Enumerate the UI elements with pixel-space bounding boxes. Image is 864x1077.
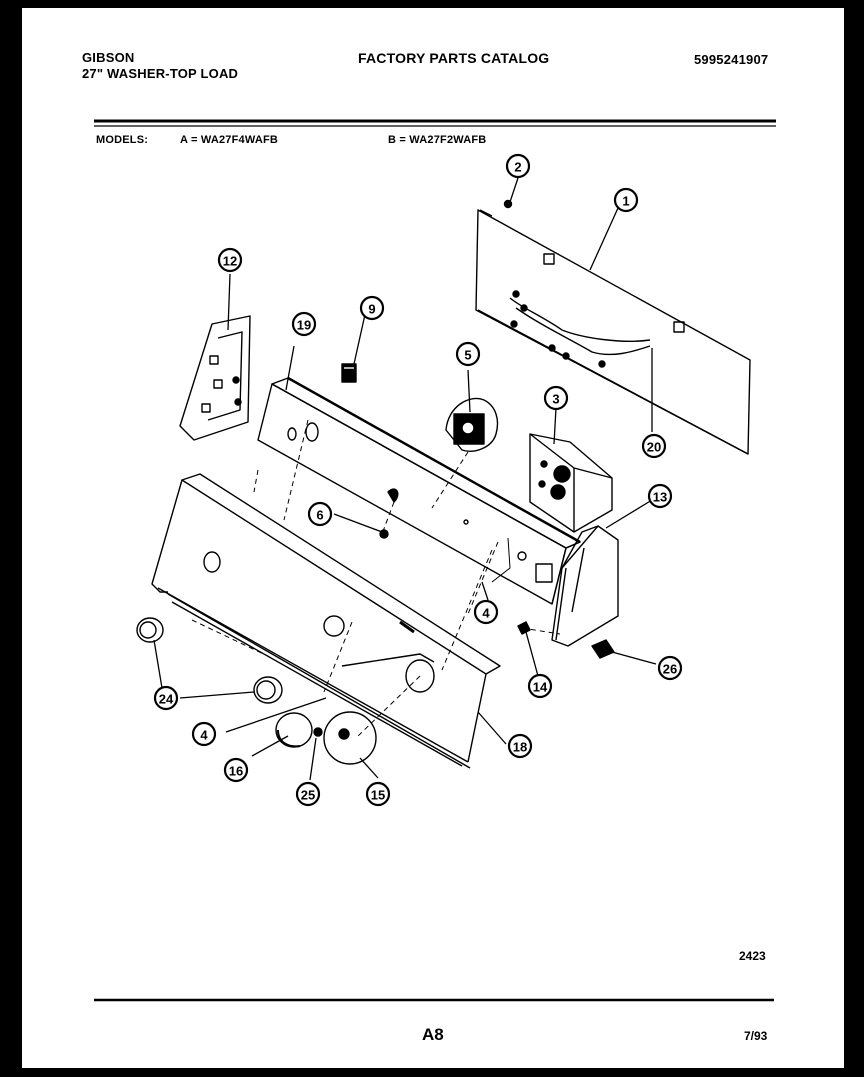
callout-18: [509, 735, 531, 757]
callout-2: [507, 155, 529, 177]
callout-24: [155, 687, 177, 709]
svg-text:15: 15: [370, 787, 386, 803]
svg-text:16: 16: [228, 763, 244, 779]
catalog-page: [22, 8, 844, 1068]
control-panel-part: [258, 378, 580, 604]
catalog-title: FACTORY PARTS CATALOG: [358, 50, 550, 66]
leader-line-4a: [492, 538, 510, 582]
svg-text:1: 1: [622, 193, 630, 209]
timer-part-5: [446, 398, 498, 451]
knob-part-16: [276, 713, 312, 747]
switch-part-9: [342, 364, 356, 382]
exploded-parts-diagram: [22, 8, 844, 1068]
svg-text:19: 19: [296, 317, 312, 333]
control-bracket-part: [180, 316, 250, 440]
svg-text:14: 14: [532, 679, 548, 695]
models-label: MODELS:: [96, 134, 149, 146]
catalog-number: 5995241907: [694, 52, 769, 67]
drawing-number: 2423: [739, 949, 766, 963]
model-b: B = WA27F2WAFB: [388, 134, 487, 146]
svg-text:26: 26: [662, 661, 678, 677]
svg-text:6: 6: [316, 507, 324, 523]
header-rules: [94, 121, 776, 1000]
callout-25: [297, 783, 319, 805]
svg-text:4: 4: [482, 605, 490, 621]
brand-name: GIBSON: [82, 50, 135, 65]
svg-text:25: 25: [300, 787, 316, 803]
callout-3: [545, 387, 567, 409]
callout-5: [457, 343, 479, 365]
callout-26: [659, 657, 681, 679]
callout-12: [219, 249, 241, 271]
svg-text:24: 24: [158, 691, 174, 707]
callout-16: [225, 759, 247, 781]
callout-9: [361, 297, 383, 319]
product-name: 27" WASHER-TOP LOAD: [82, 66, 239, 81]
svg-text:18: 18: [512, 739, 528, 755]
retainer-part-25: [314, 728, 322, 736]
back-panel-part: [476, 210, 750, 454]
callout-1: [615, 189, 637, 211]
callout-4: [475, 601, 497, 623]
callout-labels: [155, 155, 681, 805]
callout-14: [529, 675, 551, 697]
svg-text:9: 9: [368, 301, 376, 317]
svg-text:20: 20: [646, 439, 662, 455]
callout-4: [193, 723, 215, 745]
model-a: A = WA27F4WAFB: [180, 134, 279, 146]
svg-text:2: 2: [514, 159, 522, 175]
callout-20: [643, 435, 665, 457]
svg-text:4: 4: [200, 727, 208, 743]
clip-part-26: [592, 640, 614, 658]
svg-text:12: 12: [222, 253, 238, 269]
revision-date: 7/93: [744, 1029, 768, 1043]
side-panel-part: [552, 526, 618, 646]
svg-text:3: 3: [552, 391, 560, 407]
dial-knob-part-15: [324, 712, 376, 764]
callout-15: [367, 783, 389, 805]
svg-text:5: 5: [464, 347, 472, 363]
callout-13: [649, 485, 671, 507]
callout-6: [309, 503, 331, 525]
callout-19: [293, 313, 315, 335]
svg-text:13: 13: [652, 489, 668, 505]
page-id: A8: [422, 1025, 444, 1044]
control-box-part: [530, 434, 612, 532]
